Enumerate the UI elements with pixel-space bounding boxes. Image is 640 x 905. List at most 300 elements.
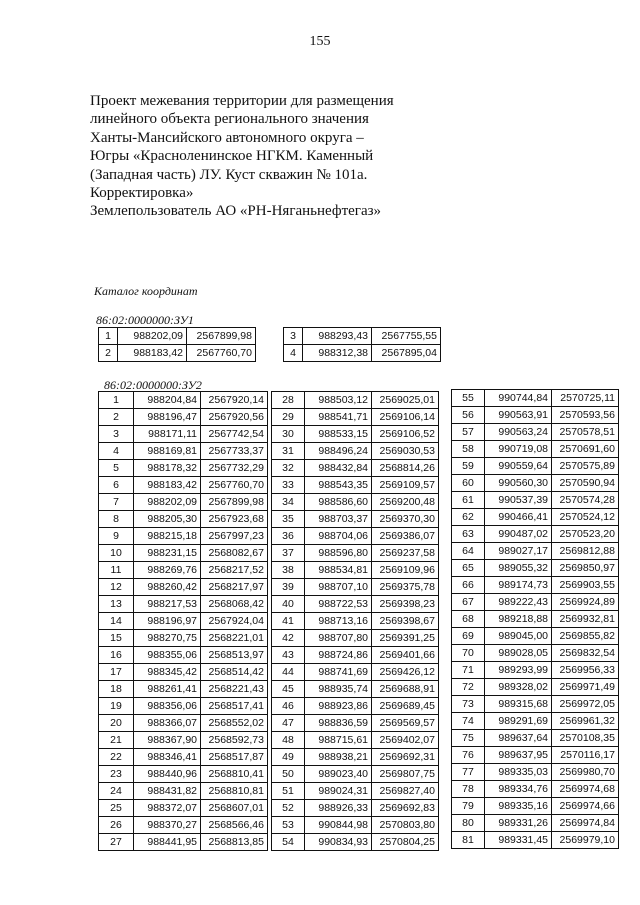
title-line: линейного объекта регионального значения <box>90 111 369 128</box>
coord-y: 2569827,40 <box>372 783 439 800</box>
table-row <box>452 441 619 458</box>
title-line: (Западная часть) ЛУ. Куст скважин № 101а. <box>90 166 368 183</box>
table-row <box>99 426 268 443</box>
point-number: 47 <box>272 715 305 732</box>
coord-y: 2569426,12 <box>372 664 439 681</box>
point-number: 45 <box>272 681 305 698</box>
coord-x: 988345,42 <box>134 664 201 681</box>
table-row <box>99 800 268 817</box>
table-row <box>272 732 439 749</box>
coord-y: 2568514,42 <box>201 664 268 681</box>
coord-x: 989315,68 <box>485 696 552 713</box>
point-number: 23 <box>99 766 134 783</box>
coord-x: 988923,86 <box>305 698 372 715</box>
point-number: 12 <box>99 579 134 596</box>
table-row <box>99 494 268 511</box>
coord-x: 988370,27 <box>134 817 201 834</box>
table-row <box>99 528 268 545</box>
point-number: 50 <box>272 766 305 783</box>
coord-y: 2569974,66 <box>552 798 619 815</box>
table-row <box>272 409 439 426</box>
point-number: 40 <box>272 596 305 613</box>
title-line: Корректировка» <box>90 185 194 202</box>
coord-x: 990744,84 <box>485 390 552 407</box>
table-row <box>99 409 268 426</box>
coord-x: 988722,53 <box>305 596 372 613</box>
coord-y: 2569979,10 <box>552 832 619 849</box>
coord-y: 2568217,97 <box>201 579 268 596</box>
coord-y: 2569391,25 <box>372 630 439 647</box>
coord-x: 990844,98 <box>305 817 372 834</box>
coord-x: 988171,11 <box>134 426 201 443</box>
table-row <box>272 545 439 562</box>
table-row <box>99 596 268 613</box>
table-row <box>272 766 439 783</box>
zu1-table-left <box>98 327 256 362</box>
coord-y: 2568810,41 <box>201 766 268 783</box>
coord-y: 2569370,30 <box>372 511 439 528</box>
coord-y: 2568513,97 <box>201 647 268 664</box>
point-number: 7 <box>99 494 134 511</box>
table-row <box>99 345 256 362</box>
table-row <box>99 817 268 834</box>
coord-y: 2570523,20 <box>552 526 619 543</box>
coord-x: 988586,60 <box>305 494 372 511</box>
coord-y: 2569980,70 <box>552 764 619 781</box>
table-row <box>452 662 619 679</box>
point-number: 13 <box>99 596 134 613</box>
point-number: 11 <box>99 562 134 579</box>
table-row <box>99 647 268 664</box>
coord-x: 988503,12 <box>305 392 372 409</box>
coord-y: 2569106,14 <box>372 409 439 426</box>
table-row <box>99 698 268 715</box>
point-number: 1 <box>99 392 134 409</box>
point-number: 22 <box>99 749 134 766</box>
point-number: 71 <box>452 662 485 679</box>
coord-y: 2569972,05 <box>552 696 619 713</box>
coord-y: 2570116,17 <box>552 747 619 764</box>
coord-x: 988432,84 <box>305 460 372 477</box>
table-row <box>99 511 268 528</box>
point-number: 6 <box>99 477 134 494</box>
coord-y: 2567760,70 <box>187 345 256 362</box>
coord-x: 988935,74 <box>305 681 372 698</box>
zu2-table-col1 <box>98 391 268 851</box>
coord-y: 2567755,55 <box>372 328 441 345</box>
coord-y: 2569569,57 <box>372 715 439 732</box>
coord-y: 2569971,49 <box>552 679 619 696</box>
table-row <box>452 730 619 747</box>
coord-x: 988596,80 <box>305 545 372 562</box>
coord-x: 988703,37 <box>305 511 372 528</box>
coord-y: 2569109,96 <box>372 562 439 579</box>
table-row <box>272 834 439 851</box>
coord-y: 2567899,98 <box>187 328 256 345</box>
table-row <box>452 815 619 832</box>
coord-y: 2567899,98 <box>201 494 268 511</box>
coord-x: 989331,26 <box>485 815 552 832</box>
coord-x: 988346,41 <box>134 749 201 766</box>
coord-x: 989174,73 <box>485 577 552 594</box>
coord-y: 2568517,41 <box>201 698 268 715</box>
coord-y: 2569812,88 <box>552 543 619 560</box>
table-row <box>99 749 268 766</box>
coord-y: 2568221,01 <box>201 630 268 647</box>
coord-x: 988534,81 <box>305 562 372 579</box>
coord-y: 2568607,01 <box>201 800 268 817</box>
table-row <box>99 613 268 630</box>
coord-y: 2567895,04 <box>372 345 441 362</box>
point-number: 79 <box>452 798 485 815</box>
coord-y: 2569200,48 <box>372 494 439 511</box>
coord-x: 988183,42 <box>118 345 187 362</box>
table-row <box>272 460 439 477</box>
title-line: Проект межевания территории для размещения <box>90 93 394 109</box>
point-number: 32 <box>272 460 305 477</box>
point-number: 24 <box>99 783 134 800</box>
coord-x: 988431,82 <box>134 783 201 800</box>
table-row <box>99 443 268 460</box>
point-number: 30 <box>272 426 305 443</box>
title-line: Землепользователь АО «РН-Няганьнефтегаз» <box>90 203 382 220</box>
coord-y: 2568566,46 <box>201 817 268 834</box>
coord-y: 2567732,29 <box>201 460 268 477</box>
coord-x: 988260,42 <box>134 579 201 596</box>
table-row <box>272 613 439 630</box>
coord-x: 989328,02 <box>485 679 552 696</box>
point-number: 63 <box>452 526 485 543</box>
coord-x: 989222,43 <box>485 594 552 611</box>
coord-x: 988707,80 <box>305 630 372 647</box>
point-number: 39 <box>272 579 305 596</box>
coord-y: 2569386,07 <box>372 528 439 545</box>
document-title <box>90 92 420 221</box>
coord-y: 2568552,02 <box>201 715 268 732</box>
coord-x: 989055,32 <box>485 560 552 577</box>
table-row <box>452 424 619 441</box>
table-row <box>99 460 268 477</box>
point-number: 80 <box>452 815 485 832</box>
coord-x: 989335,03 <box>485 764 552 781</box>
table-row <box>452 832 619 849</box>
coord-y: 2570574,28 <box>552 492 619 509</box>
table-row <box>99 681 268 698</box>
coord-x: 989293,99 <box>485 662 552 679</box>
table-row <box>452 679 619 696</box>
title-line: Ханты-Мансийского автономного округа – <box>90 129 364 146</box>
table-row <box>452 628 619 645</box>
point-number: 60 <box>452 475 485 492</box>
coord-x: 988707,10 <box>305 579 372 596</box>
coord-x: 988715,61 <box>305 732 372 749</box>
point-number: 4 <box>284 345 303 362</box>
table-row <box>452 696 619 713</box>
coord-x: 989637,64 <box>485 730 552 747</box>
coord-x: 988543,35 <box>305 477 372 494</box>
title-line: Югры «Красноленинское НГКМ. Каменный <box>90 148 374 165</box>
coord-y: 2567760,70 <box>201 477 268 494</box>
point-number: 54 <box>272 834 305 851</box>
coord-x: 990466,41 <box>485 509 552 526</box>
point-number: 52 <box>272 800 305 817</box>
coord-x: 988183,42 <box>134 477 201 494</box>
zu2-label: 86:02:0000000:ЗУ2 <box>104 378 202 392</box>
point-number: 58 <box>452 441 485 458</box>
coord-x: 988836,59 <box>305 715 372 732</box>
point-number: 46 <box>272 698 305 715</box>
coord-x: 988231,15 <box>134 545 201 562</box>
coord-x: 988293,43 <box>303 328 372 345</box>
coord-x: 988261,41 <box>134 681 201 698</box>
coord-x: 988938,21 <box>305 749 372 766</box>
table-row <box>452 781 619 798</box>
coord-x: 988704,06 <box>305 528 372 545</box>
table-row <box>452 747 619 764</box>
coord-x: 989045,00 <box>485 628 552 645</box>
coord-x: 990563,91 <box>485 407 552 424</box>
table-row <box>272 630 439 647</box>
coord-x: 989024,31 <box>305 783 372 800</box>
coord-x: 989335,16 <box>485 798 552 815</box>
point-number: 31 <box>272 443 305 460</box>
coord-x: 989218,88 <box>485 611 552 628</box>
point-number: 3 <box>99 426 134 443</box>
point-number: 64 <box>452 543 485 560</box>
coord-y: 2569398,23 <box>372 596 439 613</box>
coord-x: 989028,05 <box>485 645 552 662</box>
coord-x: 988178,32 <box>134 460 201 477</box>
coord-x: 990559,64 <box>485 458 552 475</box>
coord-y: 2570590,94 <box>552 475 619 492</box>
table-row <box>452 475 619 492</box>
table-row <box>452 713 619 730</box>
coord-x: 988496,24 <box>305 443 372 460</box>
table-row <box>99 579 268 596</box>
coord-x: 988372,07 <box>134 800 201 817</box>
coord-y: 2567733,37 <box>201 443 268 460</box>
point-number: 37 <box>272 545 305 562</box>
coord-x: 988312,38 <box>303 345 372 362</box>
table-row <box>99 392 268 409</box>
point-number: 76 <box>452 747 485 764</box>
table-row <box>452 764 619 781</box>
point-number: 73 <box>452 696 485 713</box>
coord-x: 988217,53 <box>134 596 201 613</box>
table-row <box>452 798 619 815</box>
coord-x: 988169,81 <box>134 443 201 460</box>
point-number: 51 <box>272 783 305 800</box>
table-row <box>452 645 619 662</box>
table-row <box>99 562 268 579</box>
coord-y: 2568082,67 <box>201 545 268 562</box>
coord-x: 989291,69 <box>485 713 552 730</box>
coord-x: 988366,07 <box>134 715 201 732</box>
coord-x: 989027,17 <box>485 543 552 560</box>
point-number: 27 <box>99 834 134 851</box>
table-row <box>452 492 619 509</box>
coord-y: 2570804,25 <box>372 834 439 851</box>
table-row <box>99 664 268 681</box>
coord-x: 988215,18 <box>134 528 201 545</box>
point-number: 38 <box>272 562 305 579</box>
table-row <box>272 783 439 800</box>
coord-y: 2569850,97 <box>552 560 619 577</box>
coord-y: 2567924,04 <box>201 613 268 630</box>
table-row <box>99 715 268 732</box>
coord-x: 988269,76 <box>134 562 201 579</box>
table-row <box>272 664 439 681</box>
page-number: 155 <box>309 34 331 49</box>
point-number: 70 <box>452 645 485 662</box>
coord-x: 988356,06 <box>134 698 201 715</box>
coord-y: 2569692,83 <box>372 800 439 817</box>
table-row <box>452 560 619 577</box>
coord-x: 990719,08 <box>485 441 552 458</box>
coord-y: 2569106,52 <box>372 426 439 443</box>
coord-y: 2569807,75 <box>372 766 439 783</box>
coord-y: 2569237,58 <box>372 545 439 562</box>
coord-y: 2568517,87 <box>201 749 268 766</box>
table-row <box>284 345 441 362</box>
table-row <box>452 577 619 594</box>
coord-y: 2569974,84 <box>552 815 619 832</box>
coord-y: 2567742,54 <box>201 426 268 443</box>
coord-y: 2569025,01 <box>372 392 439 409</box>
table-row <box>272 698 439 715</box>
coord-x: 988440,96 <box>134 766 201 783</box>
table-row <box>272 817 439 834</box>
point-number: 36 <box>272 528 305 545</box>
point-number: 74 <box>452 713 485 730</box>
coord-y: 2569832,54 <box>552 645 619 662</box>
coord-y: 2567997,23 <box>201 528 268 545</box>
coord-x: 988724,86 <box>305 647 372 664</box>
point-number: 4 <box>99 443 134 460</box>
point-number: 29 <box>272 409 305 426</box>
point-number: 78 <box>452 781 485 798</box>
table-row <box>452 458 619 475</box>
coord-y: 2568592,73 <box>201 732 268 749</box>
coord-y: 2567920,14 <box>201 392 268 409</box>
table-row <box>452 509 619 526</box>
point-number: 56 <box>452 407 485 424</box>
coord-y: 2570108,35 <box>552 730 619 747</box>
coord-x: 988196,97 <box>134 613 201 630</box>
table-row <box>272 511 439 528</box>
coord-x: 990560,30 <box>485 475 552 492</box>
coord-y: 2569030,53 <box>372 443 439 460</box>
table-row <box>272 681 439 698</box>
table-row <box>452 611 619 628</box>
coord-y: 2569402,07 <box>372 732 439 749</box>
coord-y: 2569398,67 <box>372 613 439 630</box>
table-row <box>272 494 439 511</box>
table-row <box>452 526 619 543</box>
coord-y: 2569924,89 <box>552 594 619 611</box>
coord-y: 2569401,66 <box>372 647 439 664</box>
point-number: 18 <box>99 681 134 698</box>
table-row <box>99 328 256 345</box>
table-row <box>272 443 439 460</box>
point-number: 9 <box>99 528 134 545</box>
table-row <box>452 543 619 560</box>
coord-x: 988533,15 <box>305 426 372 443</box>
coord-y: 2569689,45 <box>372 698 439 715</box>
coord-x: 989023,40 <box>305 766 372 783</box>
table-row <box>272 392 439 409</box>
coord-y: 2570578,51 <box>552 424 619 441</box>
coord-y: 2569109,57 <box>372 477 439 494</box>
point-number: 5 <box>99 460 134 477</box>
point-number: 2 <box>99 409 134 426</box>
coord-y: 2569961,32 <box>552 713 619 730</box>
coord-x: 988202,09 <box>118 328 187 345</box>
table-row <box>99 545 268 562</box>
coord-y: 2567920,56 <box>201 409 268 426</box>
table-row <box>99 834 268 851</box>
coord-y: 2569692,31 <box>372 749 439 766</box>
table-row <box>272 749 439 766</box>
point-number: 26 <box>99 817 134 834</box>
table-row <box>99 732 268 749</box>
coord-y: 2569375,78 <box>372 579 439 596</box>
point-number: 67 <box>452 594 485 611</box>
coord-x: 989331,45 <box>485 832 552 849</box>
point-number: 21 <box>99 732 134 749</box>
point-number: 33 <box>272 477 305 494</box>
point-number: 15 <box>99 630 134 647</box>
coord-x: 989334,76 <box>485 781 552 798</box>
point-number: 35 <box>272 511 305 528</box>
coord-x: 990537,39 <box>485 492 552 509</box>
point-number: 69 <box>452 628 485 645</box>
point-number: 20 <box>99 715 134 732</box>
coord-y: 2569688,91 <box>372 681 439 698</box>
table-row <box>272 579 439 596</box>
coord-x: 989637,95 <box>485 747 552 764</box>
coord-y: 2570524,12 <box>552 509 619 526</box>
coord-x: 988270,75 <box>134 630 201 647</box>
coord-y: 2569855,82 <box>552 628 619 645</box>
coord-x: 988205,30 <box>134 511 201 528</box>
point-number: 14 <box>99 613 134 630</box>
coord-x: 988196,47 <box>134 409 201 426</box>
table-row <box>452 407 619 424</box>
coord-x: 988541,71 <box>305 409 372 426</box>
point-number: 48 <box>272 732 305 749</box>
point-number: 16 <box>99 647 134 664</box>
coord-y: 2569903,55 <box>552 577 619 594</box>
point-number: 25 <box>99 800 134 817</box>
point-number: 3 <box>284 328 303 345</box>
coord-y: 2570691,60 <box>552 441 619 458</box>
coord-x: 988204,84 <box>134 392 201 409</box>
coord-x: 990563,24 <box>485 424 552 441</box>
zu2-table-col3 <box>451 389 619 849</box>
point-number: 72 <box>452 679 485 696</box>
point-number: 19 <box>99 698 134 715</box>
table-row <box>272 562 439 579</box>
coord-y: 2569956,33 <box>552 662 619 679</box>
point-number: 17 <box>99 664 134 681</box>
point-number: 81 <box>452 832 485 849</box>
point-number: 59 <box>452 458 485 475</box>
point-number: 42 <box>272 630 305 647</box>
table-row <box>272 426 439 443</box>
zu1-table-right <box>283 327 441 362</box>
coord-x: 988713,16 <box>305 613 372 630</box>
